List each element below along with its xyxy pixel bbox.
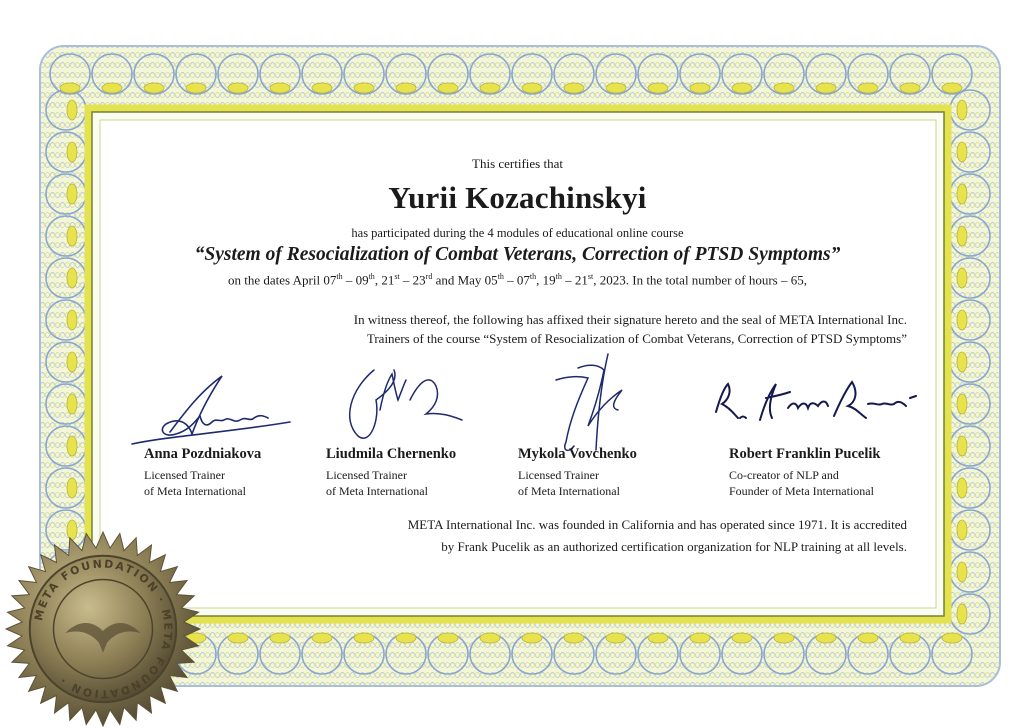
border-bead <box>438 83 458 93</box>
border-bead <box>228 83 248 93</box>
trainers-line: Trainers of the course “System of Resocialization of Combat Veterans, Correction of PTSD Symptoms” <box>366 331 907 346</box>
trainer-role: of Meta International <box>326 484 428 498</box>
border-bead <box>186 83 206 93</box>
witness-text: In witness thereof, the following has affixed their signature hereto and the seal of META International Inc. <box>353 312 907 327</box>
border-bead <box>312 83 332 93</box>
trainer-role: of Meta International <box>518 484 620 498</box>
border-bead <box>606 83 626 93</box>
border-bead <box>396 83 416 93</box>
border-bead <box>690 633 710 643</box>
course-dates: on the dates April 07th – 09th, 21st – 23rd and May 05th – 07th, 19th – 21st, 2023. In the total number of hours – 65, <box>228 272 807 288</box>
border-bead <box>858 633 878 643</box>
border-bead <box>942 83 962 93</box>
trainer-role: Licensed Trainer <box>518 468 599 482</box>
trainer-name: Anna Pozdniakova <box>144 446 262 462</box>
gold-seal <box>4 530 202 728</box>
border-bead <box>957 562 967 582</box>
border-bead <box>564 83 584 93</box>
trainer-anna-pozdniakova <box>144 446 344 499</box>
trainer-mykola-vovchenko <box>518 446 718 499</box>
border-bead <box>228 633 248 643</box>
border-bead <box>957 478 967 498</box>
border-bead <box>957 352 967 372</box>
border-bead <box>858 83 878 93</box>
border-bead <box>957 100 967 120</box>
border-bead <box>67 310 77 330</box>
border-bead <box>438 633 458 643</box>
course-title: “System of Resocialization of Combat Veterans, Correction of PTSD Symptoms” <box>194 244 841 265</box>
trainer-role: of Meta International <box>144 484 246 498</box>
border-bead <box>270 633 290 643</box>
border-bead <box>144 83 164 93</box>
border-bead <box>957 520 967 540</box>
trainer-role: Co-creator of NLP and <box>729 468 839 482</box>
certifies-text: This certifies that <box>472 156 563 171</box>
border-bead <box>480 633 500 643</box>
border-bead <box>480 83 500 93</box>
border-bead <box>648 633 668 643</box>
trainer-role: Licensed Trainer <box>326 468 407 482</box>
border-bead <box>648 83 668 93</box>
border-bead <box>774 633 794 643</box>
svg-text:META FOUNDATION · META FOUNDAT: META FOUNDATION · META FOUNDATION · <box>32 557 175 701</box>
border-bead <box>67 394 77 414</box>
recipient-name: Yurii Kozachinskyi <box>388 180 647 215</box>
signature-liudmila-chernenko <box>340 360 470 450</box>
border-bead <box>732 83 752 93</box>
participation-text: has participated during the 4 modules of educational online course <box>351 226 684 240</box>
border-bead <box>900 83 920 93</box>
border-bead <box>312 633 332 643</box>
border-bead <box>957 394 967 414</box>
border-bead <box>564 633 584 643</box>
border-bead <box>732 633 752 643</box>
founded-text-line-2: by Frank Pucelik as an authorized certification organization for NLP training at all levels. <box>441 539 907 554</box>
border-bead <box>957 436 967 456</box>
signature-mykola-vovchenko <box>548 350 638 460</box>
border-bead <box>690 83 710 93</box>
border-bead <box>60 83 80 93</box>
border-bead <box>900 633 920 643</box>
founded-text-line-1: META International Inc. was founded in California and has operated since 1971. It is accredited <box>407 517 907 532</box>
border-bead <box>102 83 122 93</box>
border-bead <box>270 83 290 93</box>
border-bead <box>67 352 77 372</box>
trainer-name: Mykola Vovchenko <box>518 446 637 462</box>
border-bead <box>354 633 374 643</box>
border-bead <box>67 436 77 456</box>
border-bead <box>354 83 374 93</box>
border-bead <box>774 83 794 93</box>
border-bead <box>606 633 626 643</box>
signature-anna-pozdniakova <box>130 372 300 452</box>
signature-robert-pucelik <box>710 372 925 432</box>
border-bead <box>816 633 836 643</box>
trainer-role: Licensed Trainer <box>144 468 225 482</box>
border-bead <box>816 83 836 93</box>
trainer-name: Robert Franklin Pucelik <box>729 446 881 462</box>
trainer-liudmila-chernenko <box>326 446 526 499</box>
trainer-name: Liudmila Chernenko <box>326 446 457 462</box>
border-bead <box>396 633 416 643</box>
border-bead <box>67 478 77 498</box>
trainer-robert-franklin-pucelik <box>729 446 929 499</box>
border-bead <box>522 633 542 643</box>
border-bead <box>957 604 967 624</box>
border-bead <box>522 83 542 93</box>
border-bead <box>942 633 962 643</box>
border-bead <box>957 310 967 330</box>
trainer-role: Founder of Meta International <box>729 484 874 498</box>
border-bead <box>67 100 77 120</box>
